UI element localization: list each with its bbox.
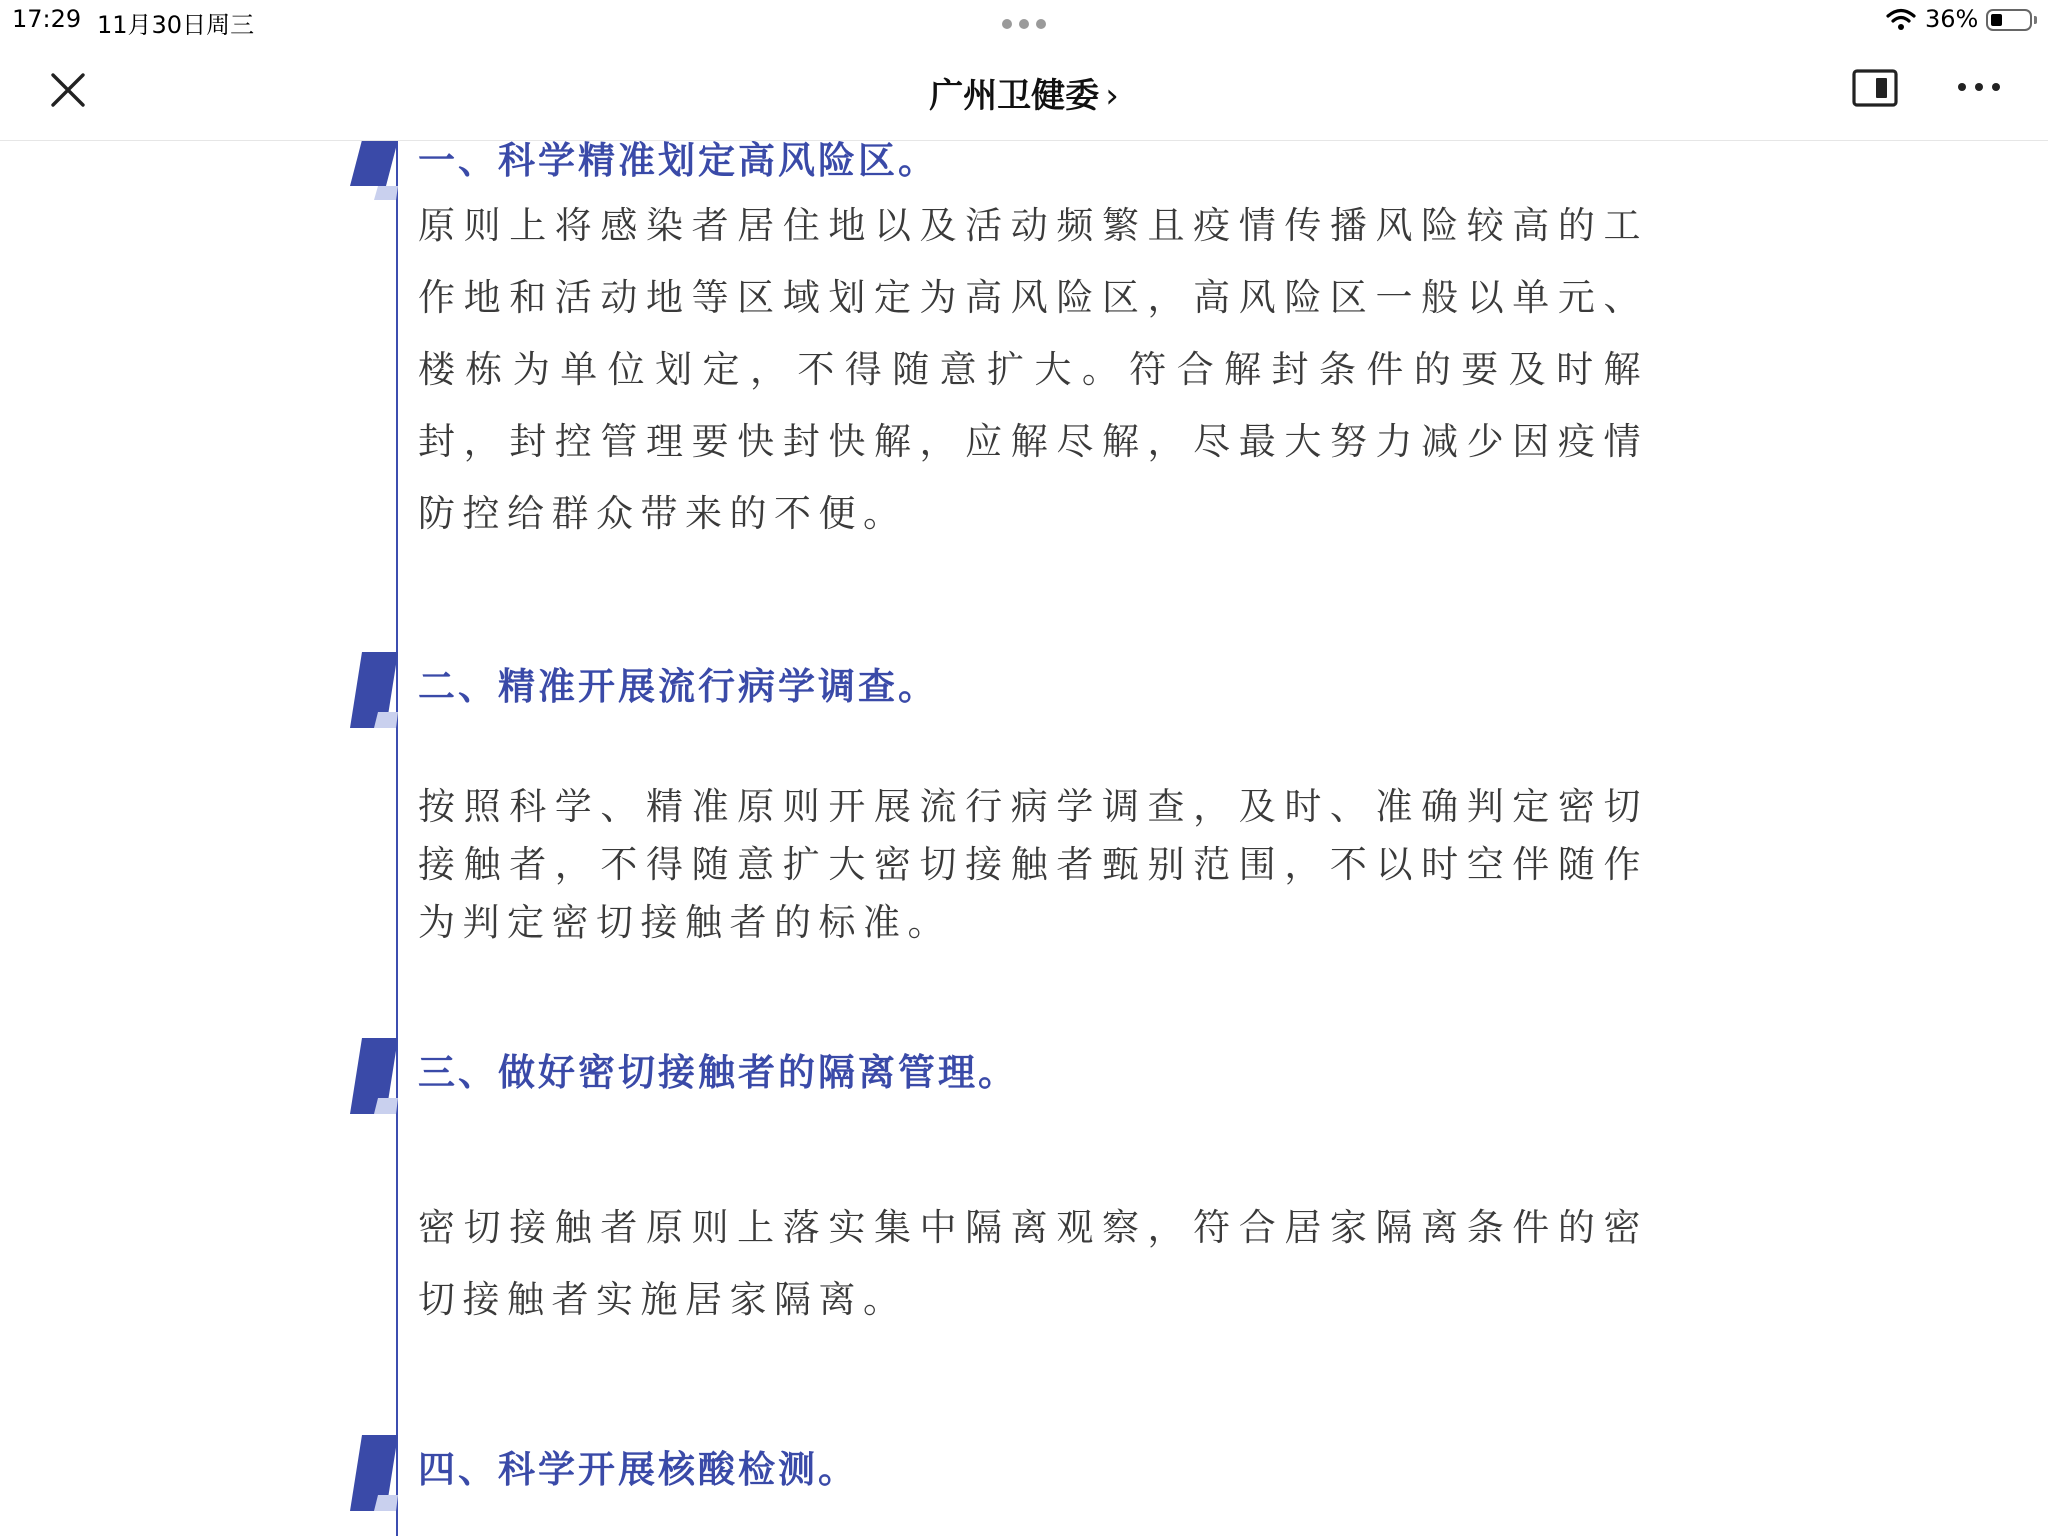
- section-marker-icon: [348, 1435, 400, 1511]
- nav-bar: [0, 40, 2048, 141]
- section-heading: 三、做好密切接触者的隔离管理。: [418, 1051, 1018, 1094]
- section-body: 密切接触者原则上落实集中隔离观察，符合居家隔离条件的密切接触者实施居家隔离。: [418, 1206, 1648, 1321]
- section-marker-icon: [348, 1038, 400, 1114]
- status-date: 11月30日周三: [97, 11, 255, 39]
- section-body: 按照科学、精准原则开展流行病学调查，及时、准确判定密切接触者，不得随意扩大密切接触者甄别范围，不以时空伴随作为判定密切接触者的标准。: [418, 785, 1648, 944]
- section-marker-icon: [348, 652, 400, 728]
- account-name: 广州卫健委: [929, 76, 1100, 116]
- more-dots-icon[interactable]: [1954, 72, 2004, 102]
- article-content: [0, 141, 2048, 1536]
- section-marker-icon: [348, 141, 400, 216]
- battery-percent: 36%: [1925, 5, 1979, 33]
- status-time: 17:29: [12, 5, 82, 33]
- reader-mode-icon[interactable]: [1852, 68, 1898, 108]
- section-heading: 二、精准开展流行病学调查。: [418, 665, 938, 708]
- battery-icon: [1986, 9, 2032, 31]
- timeline-line: [396, 141, 398, 1536]
- section-heading: 一、科学精准划定高风险区。: [418, 141, 938, 182]
- multitasking-dots-icon[interactable]: [1002, 19, 1046, 29]
- section-heading: 四、科学开展核酸检测。: [418, 1448, 858, 1491]
- chevron-right-icon: ›: [1105, 76, 1119, 116]
- account-title[interactable]: [0, 68, 2048, 117]
- wifi-icon: [1886, 8, 1916, 32]
- section-body: 原则上将感染者居住地以及活动频繁且疫情传播风险较高的工作地和活动地等区域划定为高风险区，高风险区一般以单元、楼栋为单位划定，不得随意扩大。符合解封条件的要及时解封，封控管理要快封快解，应解尽解，尽最大努力减少因疫情防控给群众带来的不便。: [418, 204, 1648, 535]
